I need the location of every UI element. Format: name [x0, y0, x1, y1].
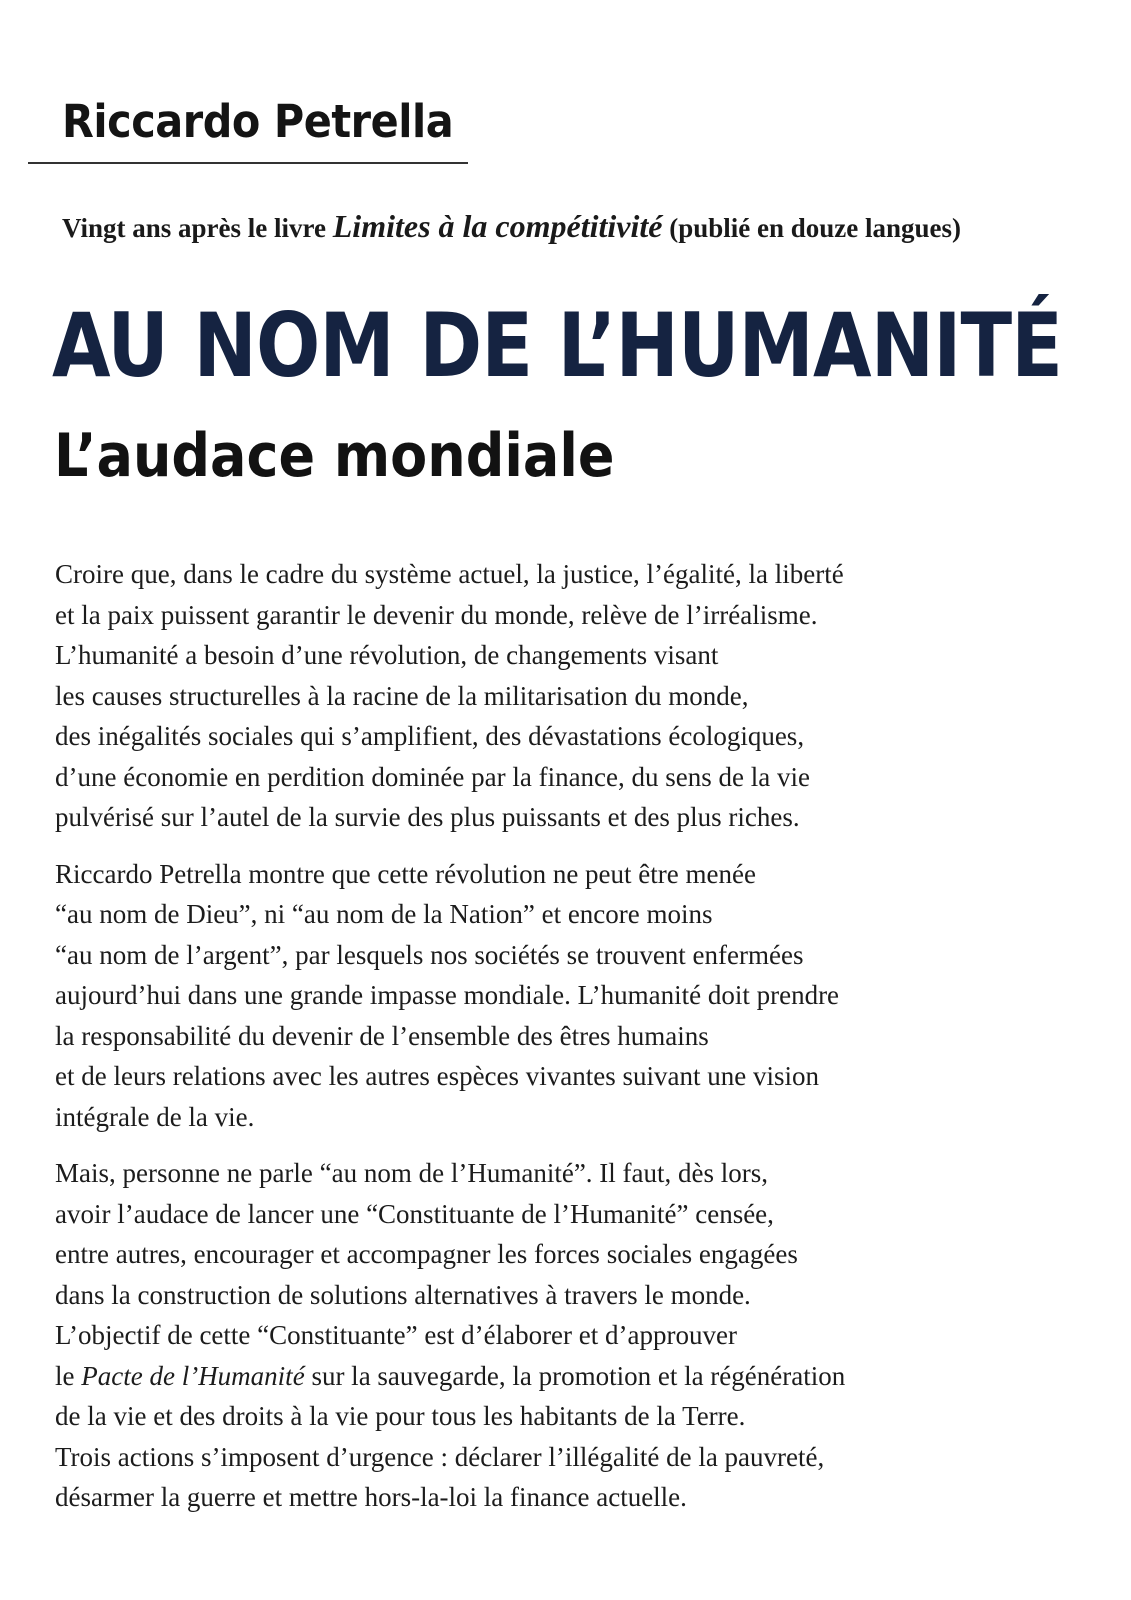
paragraph-2: [55, 854, 1055, 1138]
body-text: [55, 554, 1055, 1534]
text-line: la responsabilité du devenir de l’ensemble des êtres humains: [55, 1020, 709, 1051]
text-line: “au nom de Dieu”, ni “au nom de la Nation” et encore moins: [55, 899, 713, 929]
text-line: désarmer la guerre et mettre hors-la-loi la finance actuelle.: [55, 1482, 687, 1512]
page-title: AU NOM DE L’HUMANITÉ: [52, 294, 1063, 397]
text-line: dans la construction de solutions alternatives à travers le monde.: [55, 1279, 751, 1310]
paragraph-1: [55, 554, 1055, 838]
tagline-before: Vingt ans après le livre: [62, 213, 333, 243]
text-line: et la paix puissent garantir le devenir du monde, relève de l’irréalisme.: [55, 599, 818, 630]
text-line: Trois actions s’imposent d’urgence : déclarer l’illégalité de la pauvreté,: [55, 1441, 825, 1472]
text-line: pulvérisé sur l’autel de la survie des plus puissants et des plus riches.: [55, 802, 800, 832]
text-line: Riccardo Petrella montre que cette révolution ne peut être menée: [55, 858, 756, 889]
tagline: [62, 208, 1092, 245]
text-line: les causes structurelles à la racine de la militarisation du monde,: [55, 680, 749, 711]
author-underline: [28, 162, 468, 164]
text-line: des inégalités sociales qui s’amplifient, des dévastations écologiques,: [55, 721, 805, 751]
text-line: et de leurs relations avec les autres espèces vivantes suivant une vision: [55, 1061, 820, 1091]
text-line: “au nom de l’argent”, par lesquels nos sociétés se trouvent enfermées: [55, 939, 804, 970]
tagline-after: (publié en douze langues): [662, 213, 961, 243]
text-line: L’humanité a besoin d’une révolution, de changements visant: [55, 640, 719, 670]
text-line: de la vie et des droits à la vie pour tous les habitants de la Terre.: [55, 1401, 746, 1431]
pacte-before: le: [55, 1360, 82, 1391]
text-line: aujourd’hui dans une grande impasse mondiale. L’humanité doit prendre: [55, 980, 840, 1010]
author-name: Riccardo Petrella: [62, 95, 454, 148]
text-line: avoir l’audace de lancer une “Constituante de l’Humanité” censée,: [55, 1198, 774, 1229]
text-line: Mais, personne ne parle “au nom de l’Humanité”. Il faut, dès lors,: [55, 1158, 769, 1188]
pacte-title: Pacte de l’Humanité: [81, 1360, 305, 1391]
text-line: intégrale de la vie.: [55, 1101, 255, 1132]
text-line: entre autres, encourager et accompagner les forces sociales engagées: [55, 1239, 798, 1269]
book-title: Limites à la compétitivité: [332, 208, 663, 244]
text-line-pacte: [55, 1356, 1055, 1397]
page-subtitle: L’audace mondiale: [54, 421, 615, 491]
pacte-after: sur la sauvegarde, la promotion et la régénération: [304, 1360, 846, 1391]
text-line: d’une économie en perdition dominée par la finance, du sens de la vie: [55, 761, 810, 792]
paragraph-3: [55, 1153, 1055, 1518]
text-line: L’objectif de cette “Constituante” est d’élaborer et d’approuver: [55, 1320, 737, 1350]
text-line: Croire que, dans le cadre du système actuel, la justice, l’égalité, la liberté: [55, 559, 844, 589]
